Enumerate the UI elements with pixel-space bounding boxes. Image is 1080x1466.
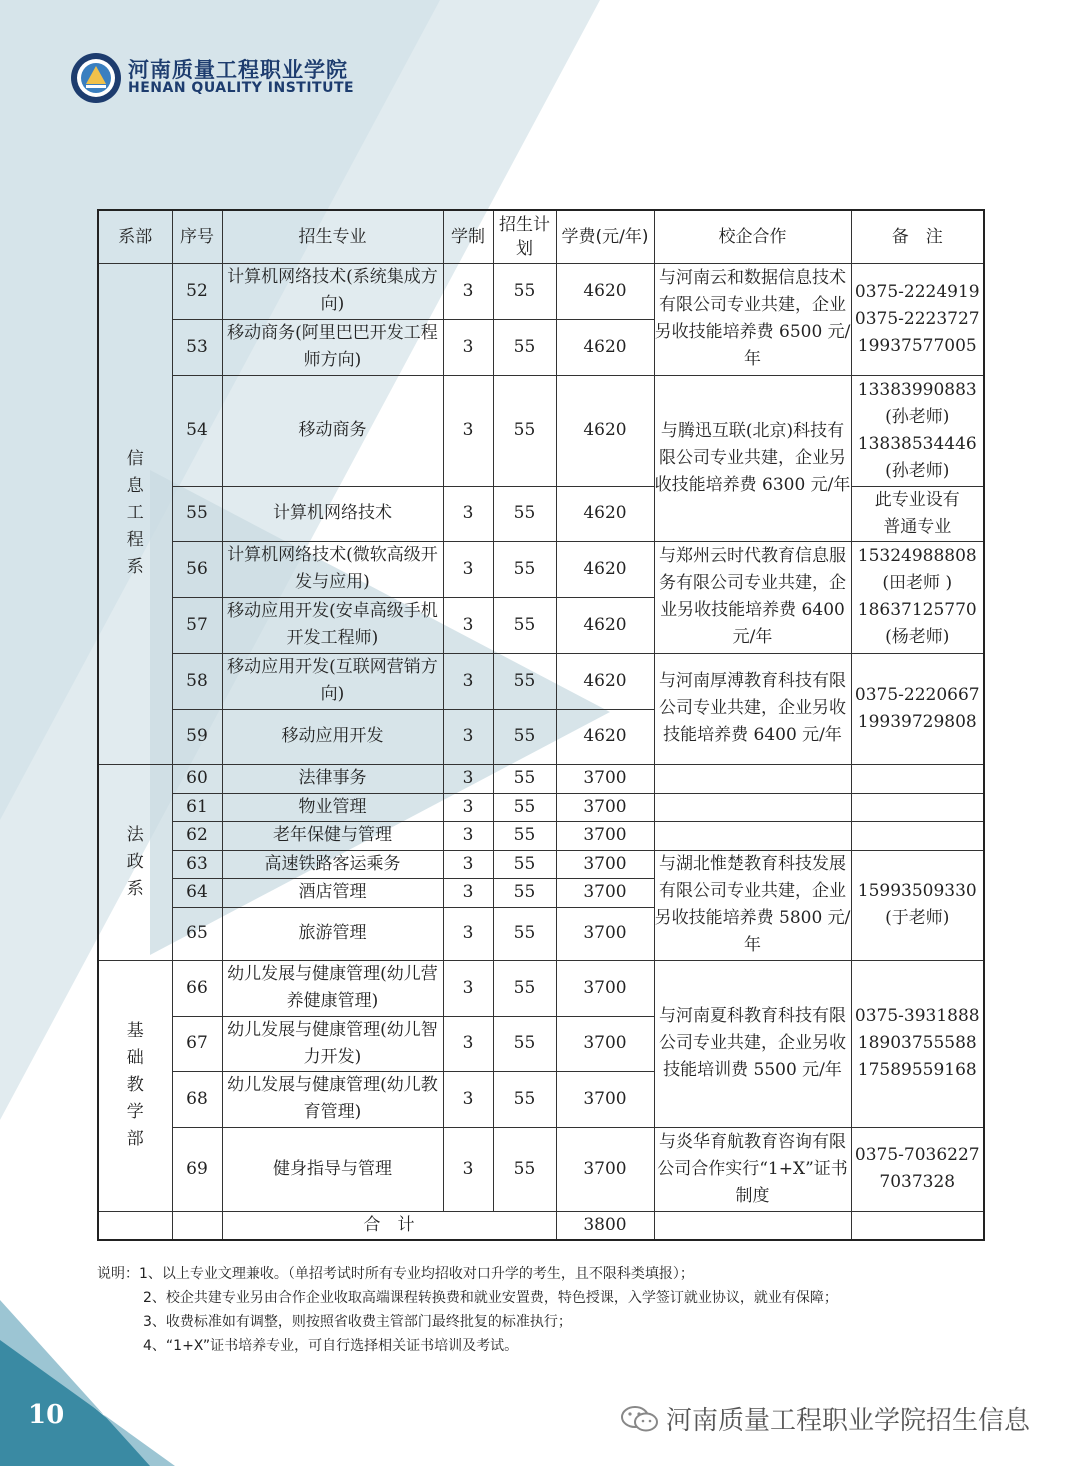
coop-cell: 与湖北惟楚教育科技发展有限公司专业共建，企业另收技能培养费 5800 元/年 bbox=[654, 850, 851, 960]
years-cell: 3 bbox=[443, 263, 493, 319]
enrollment-table bbox=[97, 209, 985, 1241]
wechat-account-name: 河南质量工程职业学院招生信息 bbox=[666, 1406, 1031, 1436]
seq-cell: 66 bbox=[172, 960, 222, 1016]
years-cell: 3 bbox=[443, 1016, 493, 1071]
remark-cell: 0375-2224919 0375-2223727 19937577005 bbox=[851, 263, 984, 375]
years-cell: 3 bbox=[443, 541, 493, 597]
plan-cell: 55 bbox=[493, 709, 556, 764]
years-cell: 3 bbox=[443, 1127, 493, 1211]
major-cell: 旅游管理 bbox=[222, 907, 443, 960]
years-cell: 3 bbox=[443, 597, 493, 653]
seq-cell: 53 bbox=[172, 319, 222, 375]
fee-cell: 4620 bbox=[556, 709, 654, 764]
plan-cell: 55 bbox=[493, 541, 556, 597]
fee-cell: 4620 bbox=[556, 263, 654, 319]
plan-cell: 55 bbox=[493, 1071, 556, 1127]
fee-cell: 4620 bbox=[556, 486, 654, 541]
seq-cell: 58 bbox=[172, 653, 222, 709]
major-cell: 幼儿发展与健康管理(幼儿教育管理) bbox=[222, 1071, 443, 1127]
seq-cell: 67 bbox=[172, 1016, 222, 1071]
plan-cell: 55 bbox=[493, 821, 556, 850]
fee-cell: 3700 bbox=[556, 1016, 654, 1071]
years-cell: 3 bbox=[443, 709, 493, 764]
seq-cell: 63 bbox=[172, 850, 222, 878]
plan-cell: 55 bbox=[493, 653, 556, 709]
major-cell: 高速铁路客运乘务 bbox=[222, 850, 443, 878]
fee-cell: 3700 bbox=[556, 764, 654, 793]
remark-cell bbox=[851, 793, 984, 821]
major-cell: 法律事务 bbox=[222, 764, 443, 793]
plan-cell: 55 bbox=[493, 319, 556, 375]
coop-cell: 与炎华育航教育咨询有限公司合作实行“1+X”证书制度 bbox=[654, 1127, 851, 1211]
coop-cell: 与腾迅互联(北京)科技有限公司专业共建，企业另收技能培养费 6300 元/年 bbox=[654, 375, 851, 541]
remark-cell bbox=[851, 821, 984, 850]
major-cell: 幼儿发展与健康管理(幼儿营养健康管理) bbox=[222, 960, 443, 1016]
coop-cell: 与河南厚溥教育科技有限公司专业共建，企业另收技能培养费 6400 元/年 bbox=[654, 653, 851, 764]
seq-cell: 54 bbox=[172, 375, 222, 486]
table-row bbox=[98, 263, 984, 319]
seq-cell: 59 bbox=[172, 709, 222, 764]
plan-cell: 55 bbox=[493, 793, 556, 821]
years-cell: 3 bbox=[443, 821, 493, 850]
years-cell: 3 bbox=[443, 907, 493, 960]
coop-cell bbox=[654, 821, 851, 850]
header-major: 招生专业 bbox=[222, 210, 443, 263]
table-row bbox=[98, 375, 984, 486]
note-1: 说明：1、以上专业文理兼收。（单招考试时所有专业均招收对口升学的考生，且不限科类填报）； bbox=[97, 1266, 694, 1282]
major-cell: 移动商务(阿里巴巴开发工程师方向) bbox=[222, 319, 443, 375]
seq-cell: 68 bbox=[172, 1071, 222, 1127]
major-cell: 移动商务 bbox=[222, 375, 443, 486]
remark-cell: 15324988808 (田老师 ) 18637125770 (杨老师) bbox=[851, 541, 984, 653]
wechat-icon bbox=[620, 1404, 660, 1434]
header-years: 学制 bbox=[443, 210, 493, 263]
school-name-en: HENAN QUALITY INSTITUTE bbox=[128, 80, 355, 96]
major-cell: 计算机网络技术(系统集成方向) bbox=[222, 263, 443, 319]
table-row bbox=[98, 653, 984, 709]
seq-cell: 60 bbox=[172, 764, 222, 793]
school-name-cn: 河南质量工程职业学院 bbox=[128, 58, 348, 82]
plan-cell: 55 bbox=[493, 263, 556, 319]
major-cell: 移动应用开发(互联网营销方向) bbox=[222, 653, 443, 709]
remark-cell: 0375-2220667 19939729808 bbox=[851, 653, 984, 764]
years-cell: 3 bbox=[443, 878, 493, 907]
major-cell: 计算机网络技术(微软高级开发与应用) bbox=[222, 541, 443, 597]
plan-cell: 55 bbox=[493, 850, 556, 878]
dept-cell: 基础教学部 bbox=[98, 960, 172, 1211]
fee-cell: 4620 bbox=[556, 597, 654, 653]
seq-cell: 61 bbox=[172, 793, 222, 821]
fee-cell: 3700 bbox=[556, 1071, 654, 1127]
header-row bbox=[98, 210, 984, 263]
wechat-watermark bbox=[620, 1400, 1030, 1437]
fee-cell: 4620 bbox=[556, 375, 654, 486]
major-cell: 移动应用开发 bbox=[222, 709, 443, 764]
major-cell: 健身指导与管理 bbox=[222, 1127, 443, 1211]
plan-cell: 55 bbox=[493, 486, 556, 541]
header-fee: 学费(元/年) bbox=[556, 210, 654, 263]
seq-cell: 52 bbox=[172, 263, 222, 319]
table-row bbox=[98, 1127, 984, 1211]
header-dept: 系部 bbox=[98, 210, 172, 263]
header-plan: 招生计划 bbox=[493, 210, 556, 263]
years-cell: 3 bbox=[443, 375, 493, 486]
years-cell: 3 bbox=[443, 653, 493, 709]
seq-cell: 69 bbox=[172, 1127, 222, 1211]
remark-cell: 13383990883 (孙老师) 13838534446 (孙老师) bbox=[851, 375, 984, 486]
page-number: 10 bbox=[28, 1400, 65, 1430]
plan-cell: 55 bbox=[493, 375, 556, 486]
years-cell: 3 bbox=[443, 1071, 493, 1127]
years-cell: 3 bbox=[443, 764, 493, 793]
fee-cell: 3700 bbox=[556, 793, 654, 821]
fee-cell: 3700 bbox=[556, 1127, 654, 1211]
remark-cell: 此专业设有 普通专业 bbox=[851, 486, 984, 541]
major-cell: 移动应用开发(安卓高级手机开发工程师) bbox=[222, 597, 443, 653]
coop-cell: 与郑州云时代教育信息服务有限公司专业共建，企业另收技能培养费 6400 元/年 bbox=[654, 541, 851, 653]
fee-cell: 3700 bbox=[556, 821, 654, 850]
fee-cell: 3700 bbox=[556, 960, 654, 1016]
major-cell: 物业管理 bbox=[222, 793, 443, 821]
coop-cell: 与河南云和数据信息技术有限公司专业共建，企业另收技能培养费 6500 元/年 bbox=[654, 263, 851, 375]
fee-cell: 4620 bbox=[556, 541, 654, 597]
total-label: 合 计 bbox=[222, 1211, 556, 1240]
major-cell: 计算机网络技术 bbox=[222, 486, 443, 541]
fee-cell: 3700 bbox=[556, 850, 654, 878]
plan-cell: 55 bbox=[493, 1127, 556, 1211]
years-cell: 3 bbox=[443, 486, 493, 541]
coop-cell: 与河南夏科教育科技有限公司专业共建，企业另收技能培训费 5500 元/年 bbox=[654, 960, 851, 1127]
fee-cell: 4620 bbox=[556, 319, 654, 375]
plan-cell: 55 bbox=[493, 907, 556, 960]
years-cell: 3 bbox=[443, 793, 493, 821]
major-cell: 幼儿发展与健康管理(幼儿智力开发) bbox=[222, 1016, 443, 1071]
dept-cell: 信息工程系 bbox=[98, 263, 172, 764]
header-seq: 序号 bbox=[172, 210, 222, 263]
seq-cell: 64 bbox=[172, 878, 222, 907]
seq-cell: 55 bbox=[172, 486, 222, 541]
years-cell: 3 bbox=[443, 850, 493, 878]
remark-cell bbox=[851, 764, 984, 793]
coop-cell bbox=[654, 793, 851, 821]
plan-cell: 55 bbox=[493, 597, 556, 653]
table-row bbox=[98, 821, 984, 850]
note-3: 3、收费标准如有调整，则按照省收费主管部门最终批复的标准执行； bbox=[143, 1314, 572, 1330]
note-2: 2、校企共建专业另由合作企业收取高端课程转换费和就业安置费，特色授课，入学签订就业协议，就业有保障； bbox=[143, 1290, 838, 1306]
years-cell: 3 bbox=[443, 960, 493, 1016]
plan-cell: 55 bbox=[493, 764, 556, 793]
note-4: 4、“1+X”证书培养专业，可自行选择相关证书培训及考试。 bbox=[143, 1338, 519, 1354]
seq-cell: 56 bbox=[172, 541, 222, 597]
seq-cell: 62 bbox=[172, 821, 222, 850]
dept-cell: 法政系 bbox=[98, 764, 172, 960]
seq-cell: 57 bbox=[172, 597, 222, 653]
fee-cell: 4620 bbox=[556, 653, 654, 709]
plan-cell: 55 bbox=[493, 1016, 556, 1071]
total-row bbox=[98, 1211, 984, 1240]
coop-cell bbox=[654, 764, 851, 793]
plan-cell: 55 bbox=[493, 878, 556, 907]
plan-cell: 55 bbox=[493, 960, 556, 1016]
seq-cell: 65 bbox=[172, 907, 222, 960]
remark-cell: 15993509330 (于老师) bbox=[851, 850, 984, 960]
fee-cell: 3700 bbox=[556, 907, 654, 960]
table-row bbox=[98, 960, 984, 1016]
remark-cell: 0375-3931888 18903755588 17589559168 bbox=[851, 960, 984, 1127]
major-cell: 老年保健与管理 bbox=[222, 821, 443, 850]
remark-cell: 0375-7036227 7037328 bbox=[851, 1127, 984, 1211]
school-logo bbox=[70, 52, 122, 104]
notes bbox=[97, 1262, 838, 1358]
table-row bbox=[98, 793, 984, 821]
table-row bbox=[98, 541, 984, 597]
table-row bbox=[98, 764, 984, 793]
table-row bbox=[98, 486, 984, 541]
table-row bbox=[98, 850, 984, 878]
fee-cell: 3700 bbox=[556, 878, 654, 907]
years-cell: 3 bbox=[443, 319, 493, 375]
total-value: 3800 bbox=[556, 1211, 654, 1240]
major-cell: 酒店管理 bbox=[222, 878, 443, 907]
header-coop: 校企合作 bbox=[654, 210, 851, 263]
header-remark: 备 注 bbox=[851, 210, 984, 263]
